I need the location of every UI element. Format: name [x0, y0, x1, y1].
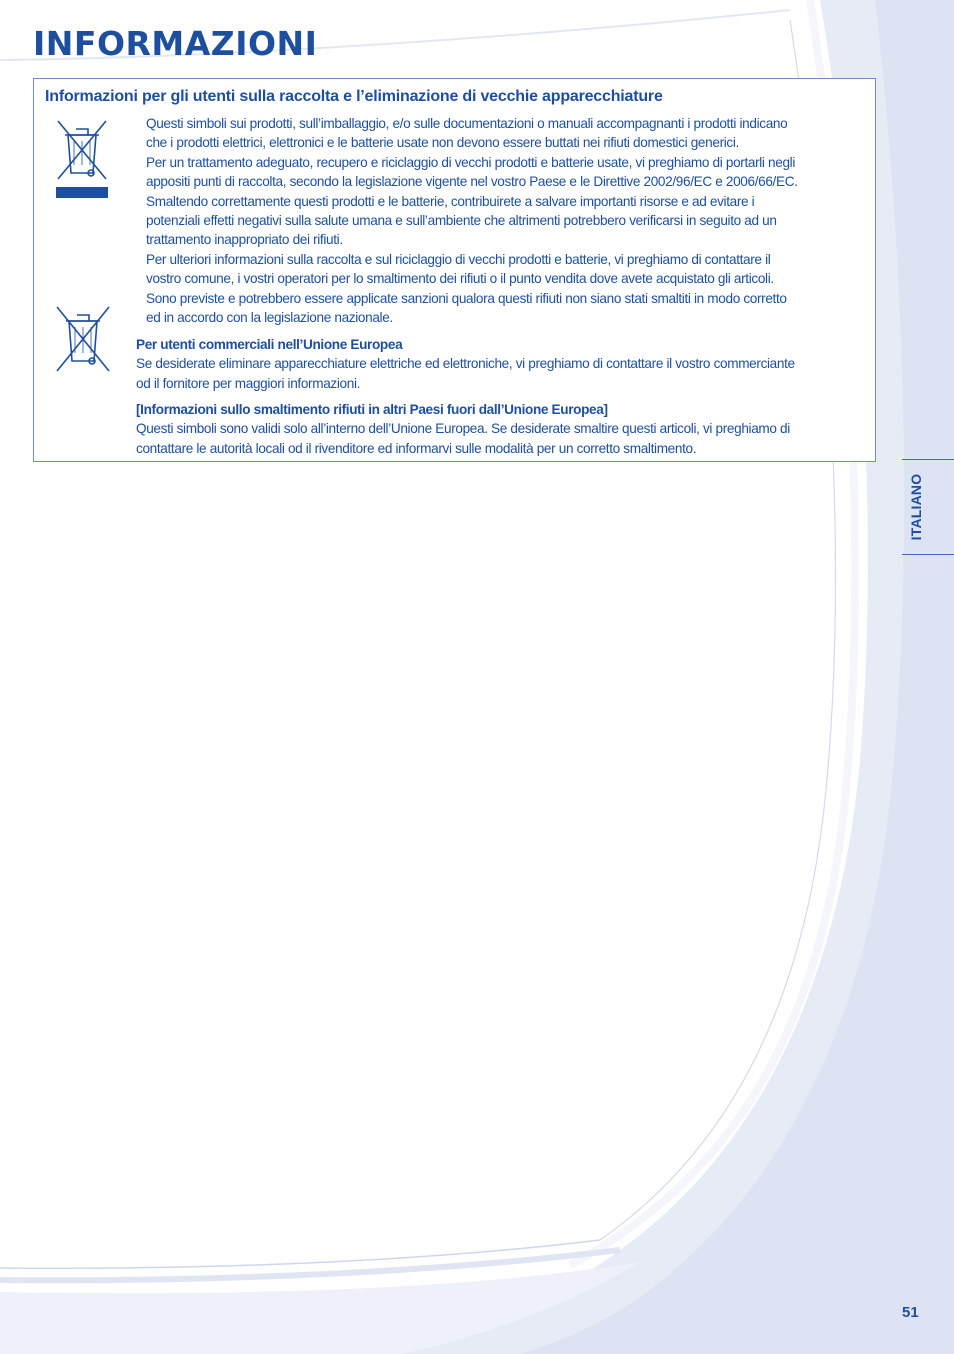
crossed-bin-with-bar-icon — [54, 115, 110, 199]
main-paragraph — [146, 114, 798, 327]
business-users-title: Per utenti commerciali nell’Unione Europea — [136, 337, 403, 352]
language-tab-bottom-rule — [902, 554, 954, 555]
paragraph-line: ed in accordo con la legislazione nazionale. — [146, 310, 393, 326]
language-tab-top-rule — [902, 459, 954, 460]
paragraph-line: potenziali effetti negativi sulla salute umana e sull’ambiente che altrimenti potrebbero verificarsi in seguito ad un — [146, 213, 777, 229]
language-tab — [902, 459, 954, 555]
outside-eu-section — [136, 400, 790, 458]
page-number: 51 — [902, 1304, 919, 1321]
paragraph-line: Per un trattamento adeguato, recupero e riciclaggio di vecchi prodotti e batterie usate, vi preghiamo di portarli negli — [146, 154, 796, 170]
outside-eu-title: [Informazioni sullo smaltimento rifiuti in altri Paesi fuori dall’Unione Europea] — [136, 402, 608, 417]
paragraph-line: trattamento inappropriato dei rifiuti. — [146, 232, 343, 248]
box-heading: Informazioni per gli utenti sulla raccolta e l’eliminazione di vecchie apparecchiature — [45, 88, 663, 105]
crossed-bin-icon — [52, 305, 114, 375]
language-label: ITALIANO — [908, 473, 924, 541]
paragraph-line: Questi simboli sui prodotti, sull’imballaggio, e/o sulle documentazioni o manuali accompagnanti i prodotti indicano — [146, 116, 788, 131]
paragraph-line: Smaltendo correttamente questi prodotti e le batterie, contribuirete a salvare importanti risorse e ad evitare i — [146, 193, 755, 209]
paragraph-line: Per ulteriori informazioni sulla raccolta e sul riciclaggio di vecchi prodotti e batterie, vi preghiamo di contattare il — [146, 251, 771, 267]
business-users-line: Se desiderate eliminare apparecchiature elettriche ed elettroniche, vi preghiamo di contattare il vostro commerciante — [136, 356, 795, 372]
business-users-line: od il fornitore per maggiori informazioni. — [136, 375, 361, 391]
paragraph-line: Sono previste e potrebbero essere applicate sanzioni qualora questi rifiuti non siano stati smaltiti in modo corretto — [146, 290, 787, 306]
outside-eu-line: contattare le autorità locali od il rivenditore ed informarvi sulle modalità per un corretto smaltimento. — [136, 440, 697, 456]
business-users-section — [136, 335, 795, 393]
outside-eu-line: Questi simboli sono validi solo all’interno dell’Unione Europea. Se desiderate smaltire questi articoli, vi preghiamo di — [136, 421, 790, 437]
paragraph-line: appositi punti di raccolta, secondo la legislazione vigente nel vostro Paese e le Direttive 2002/96/EC e 2006/66/EC. — [146, 174, 798, 190]
paragraph-line: vostro comune, i vostri operatori per lo smaltimento dei rifiuti o il punto vendita dove avete acquistato gli articoli. — [146, 271, 774, 287]
page-title: INFORMAZIONI — [33, 24, 318, 63]
disposal-info-box — [33, 78, 876, 462]
paragraph-line: che i prodotti elettrici, elettronici e le batterie usate non devono essere buttati nei rifiuti domestici generici. — [146, 135, 739, 151]
